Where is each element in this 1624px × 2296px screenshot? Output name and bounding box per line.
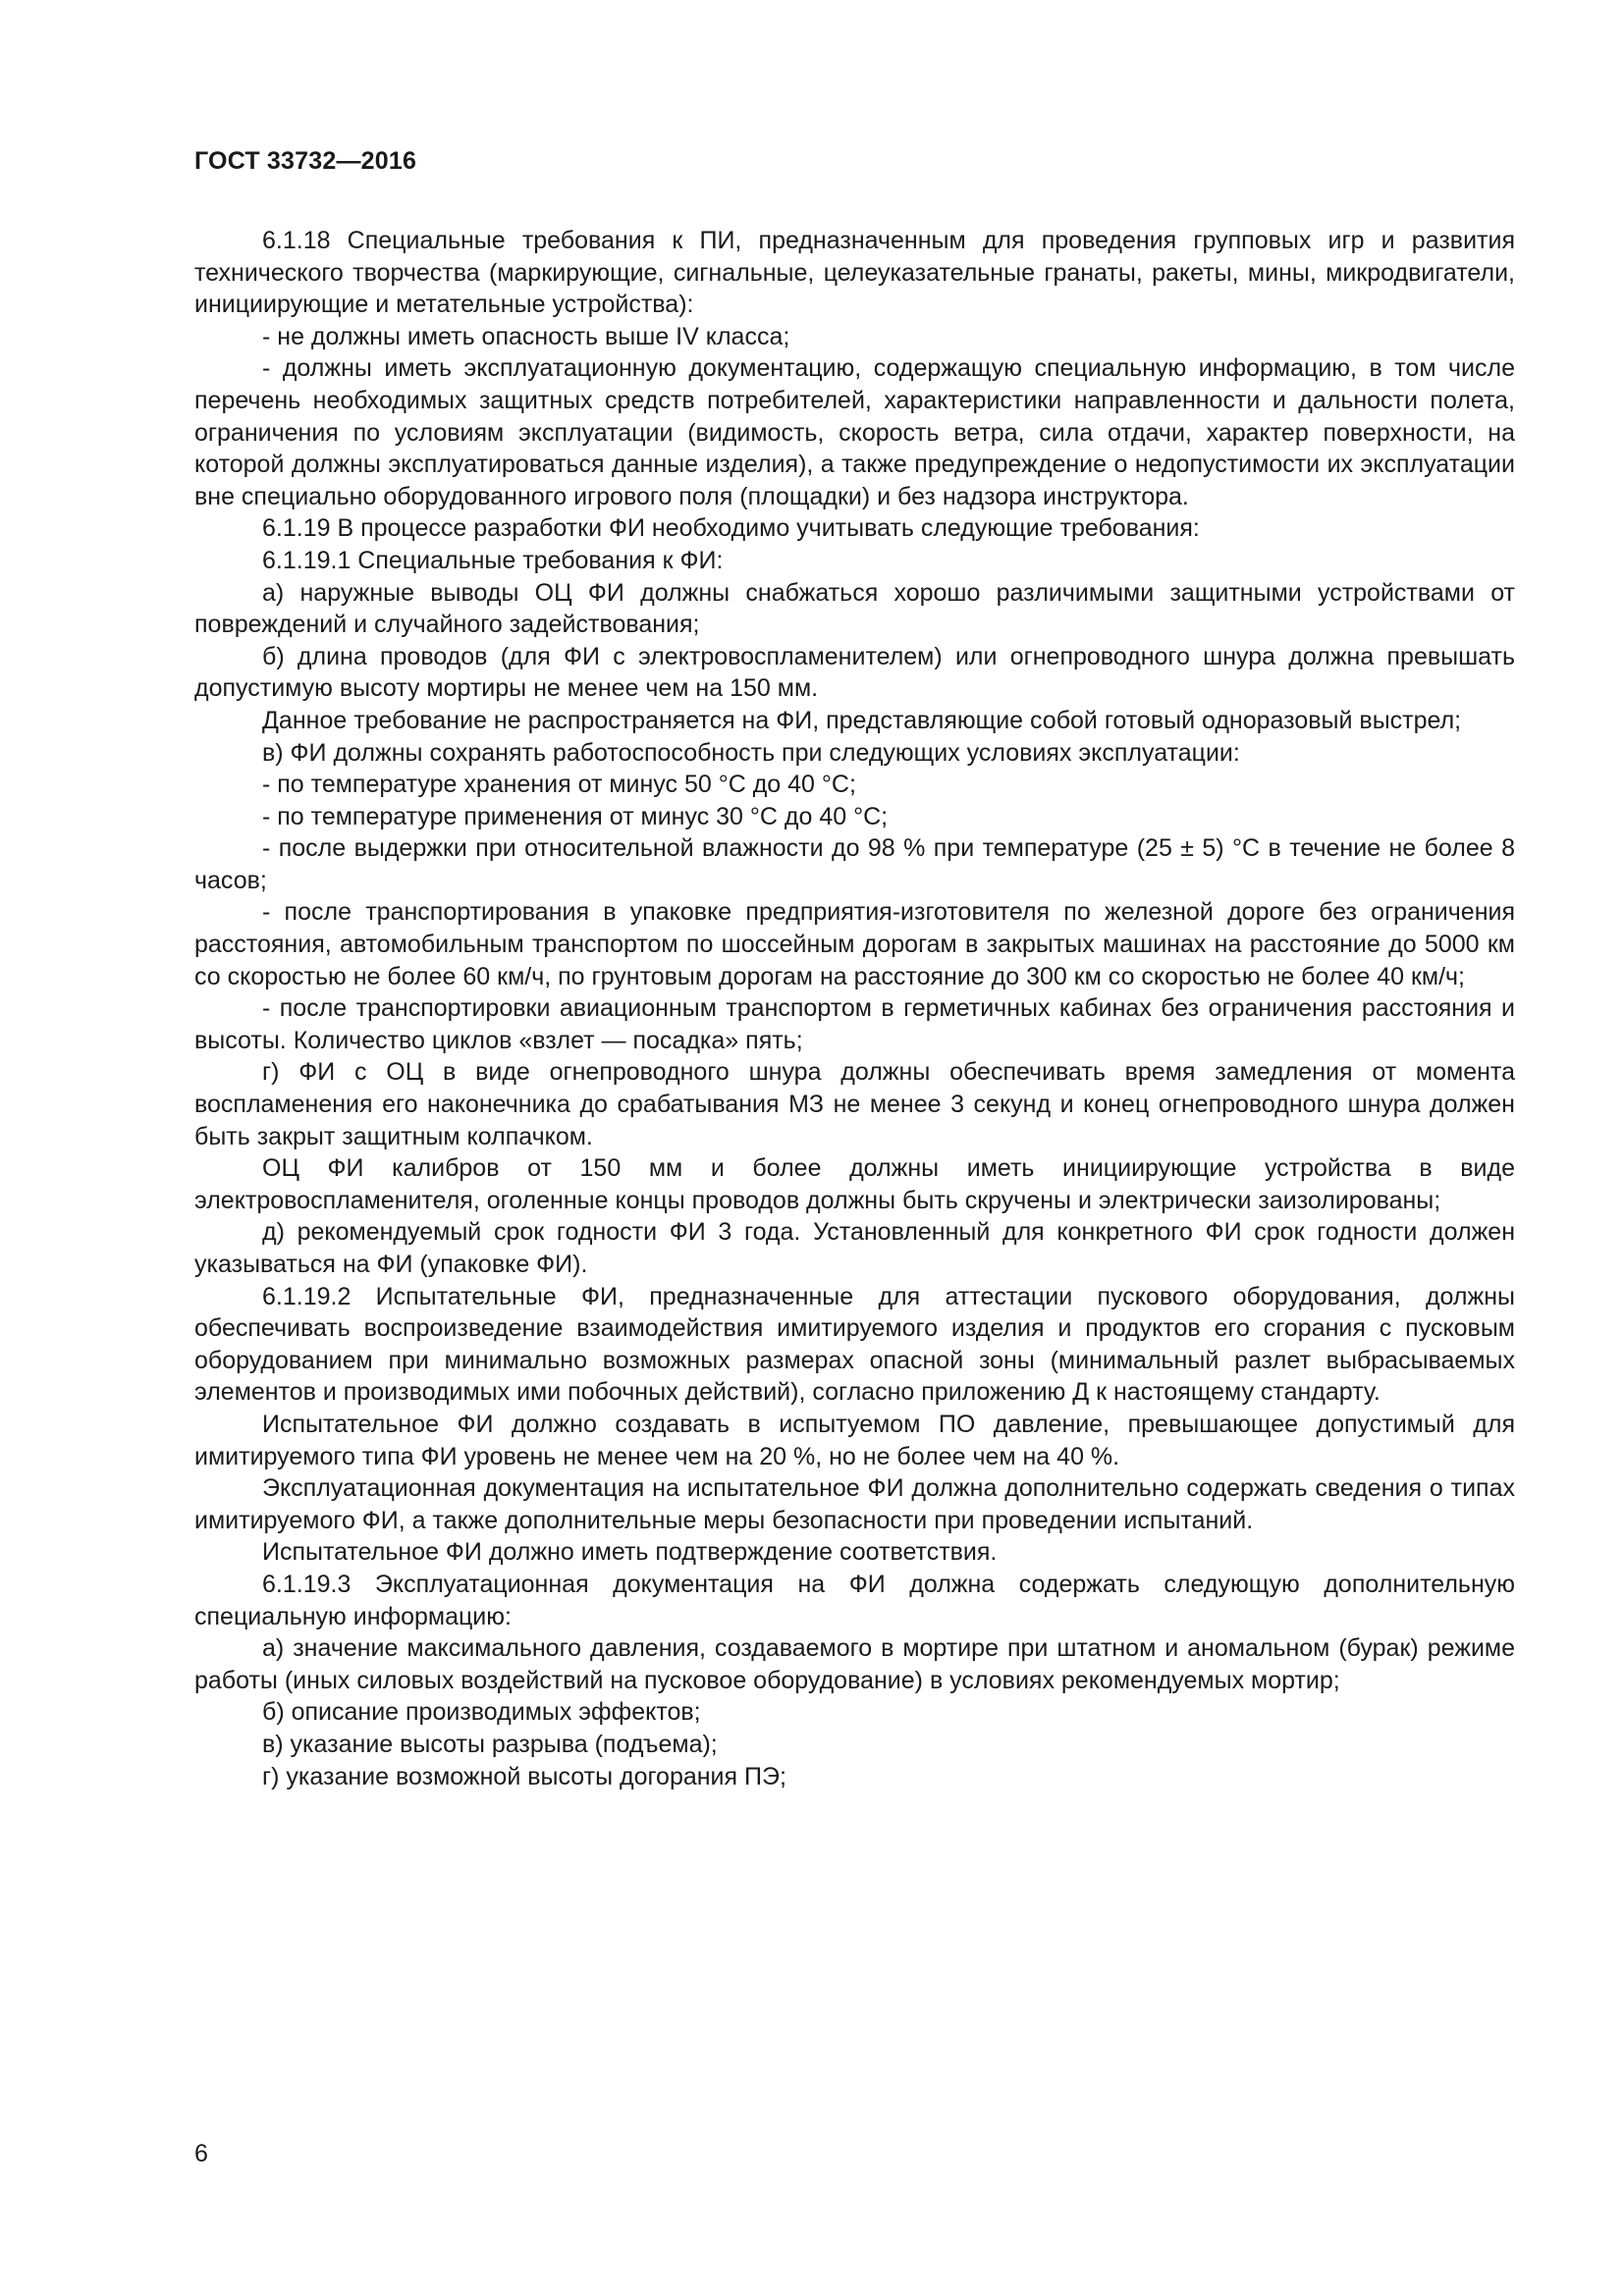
paragraph: Испытательное ФИ должно создавать в испытуемом ПО давление, превышающее допустимый для имитируемого типа ФИ уровень не менее чем на 20 %, но не более чем на 40 %. — [194, 1410, 1515, 1470]
paragraph: а) значение максимального давления, создаваемого в мортире при штатном и аномальном (бурак) режиме работы (иных силовых воздействий на пусковое оборудование) в условиях рекомендуемых мортир; — [194, 1634, 1515, 1694]
paragraph: - должны иметь эксплуатационную документацию, содержащую специальную информацию, в том числе перечень необходимых защитных средств потребителей, характеристики направленности и дальности полета, ограничения по условиям эксплуатации (видимость, скорость ветра, сила отдачи, характер поверхности, на которой должны эксплуатироваться данные изделия), а также предупреждение о недопустимости их эксплуатации вне специально оборудованного игрового поля (площадки) и без надзора инструктора. — [194, 354, 1515, 510]
paragraph: г) ФИ с ОЦ в виде огнепроводного шнура должны обеспечивать время замедления от момента воспламенения его наконечника до срабатывания МЗ не менее 3 секунд и конец огнепроводного шнура должен быть закрыт защитным колпачком. — [194, 1058, 1515, 1150]
paragraph: 6.1.18 Специальные требования к ПИ, предназначенным для проведения групповых игр и развития технического творчества (маркирующие, сигнальные, целеуказательные гранаты, ракеты, мины, микродвигатели, инициирующие и метательные устройства): — [194, 227, 1515, 319]
paragraph: Испытательное ФИ должно иметь подтверждение соответствия. — [262, 1538, 998, 1567]
paragraph: - по температуре применения от минус 30 °С до 40 °С; — [262, 802, 889, 830]
paragraph: в) указание высоты разрыва (подъема); — [262, 1730, 718, 1758]
paragraph: 6.1.19 В процессе разработки ФИ необходимо учитывать следующие требования: — [262, 514, 1200, 543]
document-body — [194, 225, 1515, 1792]
paragraph: 6.1.19.2 Испытательные ФИ, предназначенные для аттестации пускового оборудования, должны обеспечивать воспроизведение взаимодействия имитируемого изделия и продуктов его сгорания с пусковым оборудованием при минимально возможных размерах опасной зоны (минимальный разлет выбрасываемых элементов и производимых ими побочных действий), согласно приложению Д к настоящему стандарту. — [194, 1282, 1515, 1407]
paragraph: - после транспортирования в упаковке предприятия-изготовителя по железной дороге без ограничения расстояния, автомобильным транспортом по шоссейным дорогам в закрытых машинах на расстояние до 5000 км со скоростью не более 60 км/ч, по грунтовым дорогам на расстояние до 300 км со скоростью не более 40 км/ч; — [194, 898, 1515, 990]
document-header: ГОСТ 33732—2016 — [194, 147, 417, 175]
paragraph: г) указание возможной высоты догорания ПЭ; — [262, 1762, 786, 1790]
paragraph: 6.1.19.1 Специальные требования к ФИ: — [262, 546, 724, 574]
paragraph: б) описание производимых эффектов; — [262, 1698, 701, 1727]
paragraph: - после транспортировки авиационным транспортом в герметичных кабинах без ограничения расстояния и высоты. Количество циклов «взлет — посадка» пять; — [194, 994, 1515, 1054]
paragraph: - после выдержки при относительной влажности до 98 % при температуре (25 ± 5) °С в течение не более 8 часов; — [194, 834, 1515, 894]
paragraph: в) ФИ должны сохранять работоспособность при следующих условиях эксплуатации: — [262, 738, 1240, 767]
paragraph: ОЦ ФИ калибров от 150 мм и более должны иметь инициирующие устройства в виде электровоспламенителя, оголенные концы проводов должны быть скручены и электрически заизолированы; — [194, 1154, 1515, 1214]
paragraph: Эксплуатационная документация на испытательное ФИ должна дополнительно содержать сведения о типах имитируемого ФИ, а также дополнительные меры безопасности при проведении испытаний. — [194, 1474, 1515, 1534]
paragraph: - по температуре хранения от минус 50 °С до 40 °С; — [262, 771, 856, 799]
paragraph: д) рекомендуемый срок годности ФИ 3 года. Установленный для конкретного ФИ срок годности должен указываться на ФИ (упаковке ФИ). — [194, 1218, 1515, 1278]
paragraph: а) наружные выводы ОЦ ФИ должны снабжаться хорошо различимыми защитными устройствами от повреждений и случайного задействования; — [194, 578, 1515, 639]
page-number: 6 — [194, 2140, 208, 2167]
paragraph: б) длина проводов (для ФИ с электровоспламенителем) или огнепроводного шнура должна превышать допустимую высоту мортиры не менее чем на 150 мм. — [194, 642, 1515, 703]
paragraph: Данное требование не распространяется на ФИ, представляющие собой готовый одноразовый выстрел; — [262, 706, 1462, 734]
paragraph: 6.1.19.3 Эксплуатационная документация на ФИ должна содержать следующую дополнительную специальную информацию: — [194, 1570, 1515, 1630]
paragraph: - не должны иметь опасность выше IV класса; — [262, 322, 790, 350]
